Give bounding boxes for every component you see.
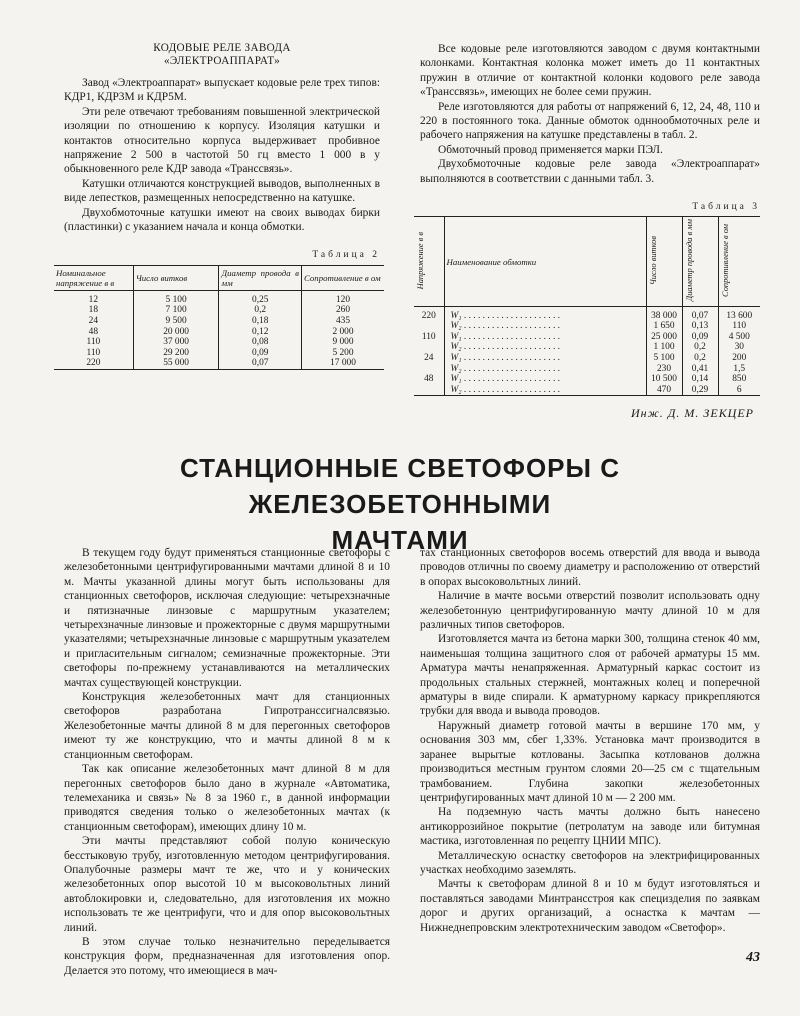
table-row (54, 327, 384, 338)
table-cell: 0,07 (219, 358, 302, 369)
paragraph: В этом случае только незначительно переделывается конструкция форм, предназначенная для изготовления опор. Делается это потому, что имеющиеся в мач- (64, 935, 390, 977)
table-cell: 110 (421, 331, 436, 342)
top-right-column (416, 42, 760, 421)
table-header (718, 217, 760, 306)
table-cell: 10 500 (646, 374, 682, 385)
table-row (414, 364, 760, 375)
table-cell: 0,13 (682, 321, 718, 332)
table-cell: 435 (301, 316, 384, 327)
table-row (414, 342, 760, 353)
article-headline (30, 450, 770, 558)
table-cell: 7 100 (133, 305, 219, 316)
table-cell: 0,07 (682, 306, 718, 321)
dot-leader: . . . . . . . . . . . . . . . . . . . . . (461, 321, 561, 332)
table-row (414, 374, 760, 385)
table-cell: 9 000 (301, 337, 384, 348)
section-title-line1: КОДОВЫЕ РЕЛЕ ЗАВОДА (153, 42, 291, 54)
paragraph: Катушки отличаются конструкцией выводов, выполненных в виде лепестков, размещенных непосредственно на катушке. (64, 177, 380, 205)
dot-leader: . . . . . . . . . . . . . . . . . . . . . (461, 374, 561, 385)
section-title (64, 42, 380, 68)
dot-leader: . . . . . . . . . . . . . . . . . . . . . (461, 331, 561, 342)
dot-leader: . . . . . . . . . . . . . . . . . . . . . (461, 363, 561, 374)
table-row (54, 290, 384, 305)
paragraph: Изготовляется мачта из бетона марки 300, толщина стенок 40 мм, наименьшая толщина защитного слоя от рабочей арматуры 15 мм. Арматура мачты ненапряженная. Арматурный каркас состоит из продольных стальных стержней, монтажных колец и поперечной арматуры в виде спирали. К арматурному каркасу прикрепляются трубки для ввода и вывода проводов. (420, 633, 760, 718)
author-signature: Инж. Д. М. ЗЕКЦЕР (631, 406, 754, 421)
paragraph: Двухобмоточные катушки имеют на своих выводах бирки (пластинки) с указанием начала и конца обмотки. (64, 206, 380, 234)
paragraph: В текущем году будут применяться станционные светофоры с железобетонными центрифугированными мачтами длиной 8 и 10 м. Мачты указанной длины могут быть использованы для станционных светофоров, исключая следующие: четырехзначные и пятизначные линзовые с маршрутным указателем; четырехзначные линзовые и прожекторные с двумя маршрутными указателями; четырехзначные линзовые с маршрутным указателем и пригласительным сигналом; семизначные прожекторные. Эти светофоры по-прежнему устанавливаются на металлических мачтах существующей конструкции. (64, 547, 390, 689)
table-cell: 5 100 (133, 290, 219, 305)
table-cell: 4 500 (718, 332, 760, 343)
top-left-column (56, 42, 381, 370)
table-row (414, 306, 760, 321)
table-cell: 200 (718, 353, 760, 364)
table-cell: 1 100 (646, 342, 682, 353)
table-row (54, 305, 384, 316)
dot-leader: . . . . . . . . . . . . . . . . . . . . . (461, 310, 561, 321)
table-cell: 120 (301, 290, 384, 305)
table-3 (414, 216, 760, 396)
paragraph: Эти мачты представляют собой полую коническую бесстыковую трубу, изготовленную методом центрифугирования. Опалубочные размеры мачт те же, что и у конических железобетонных опор высотой 10 м высоковольтных линий автоблокировки и, следовательно, для изготовления их можно использовать те же центрифуги, что и для опор высоковольтных линий. (64, 835, 390, 934)
table-cell: 12 (88, 294, 99, 305)
table-cell: 850 (718, 374, 760, 385)
table-cell: 17 000 (301, 358, 384, 369)
table-cell: W₂ . . . . . . . . . . . . . . . . . . . . . (444, 385, 646, 396)
paragraph: Завод «Электроаппарат» выпускает кодовые реле трех типов: КДР1, КДР3М и КДР5М. (64, 77, 380, 104)
dot-leader: . . . . . . . . . . . . . . . . . . . . . (461, 384, 561, 395)
table-cell: 0,41 (682, 364, 718, 375)
dot-leader: . . . . . . . . . . . . . . . . . . . . . (461, 352, 561, 363)
section-title-line2: «ЭЛЕКТРОАППАРАТ» (163, 55, 280, 67)
table-cell: 0,2 (682, 342, 718, 353)
table-cell (414, 385, 444, 396)
table-header-text: Число витков (648, 236, 658, 286)
table-cell: 110 (86, 347, 101, 358)
table-cell: 230 (646, 364, 682, 375)
table-cell: 220 (421, 310, 436, 321)
paragraph: Двухобмоточные кодовые реле завода «Электроаппарат» выполняются в соответствии с данными табл. 3. (420, 158, 760, 185)
table-cell: 5 200 (301, 348, 384, 359)
table-cell: 6 (718, 385, 760, 396)
table-cell: 1 650 (646, 321, 682, 332)
table-row (54, 348, 384, 359)
paragraph: Реле изготовляются для работы от напряжений 6, 12, 24, 48, 110 и 220 в постоянного тока. Данные обмоток одннообмоточных реле и рабочего напряжения на катушке представлены в табл. 2. (420, 100, 760, 142)
table-header: Наименование обмотки (444, 217, 646, 306)
table-row (414, 353, 760, 364)
table-row (414, 332, 760, 343)
table-cell: 5 100 (646, 353, 682, 364)
paragraph: Наружный диаметр готовой мачты в вершине 170 мм, у основания 303 мм, сбег 1,33%. Установка мачт производится в заранее вырытые котлованы. Засыпка котлованов должна производиться местным грунтом слоями 20—25 см с тщательным трамбованием. Глубина закопки железобетонных центрифугированных мачт длиной 10 м — 2 200 мм. (420, 719, 760, 804)
table-header: Сопротивление в ом (301, 265, 384, 290)
table-cell: 55 000 (133, 358, 219, 369)
table-cell: 0,09 (682, 332, 718, 343)
table-cell (414, 321, 444, 332)
paragraph: тах станционных светофоров восемь отверстий для ввода и вывода проводов отличны по своему диаметру и расположению от отверстий в опорах высоковольтных линий. (420, 547, 760, 588)
table-cell: 0,29 (682, 385, 718, 396)
table-cell: 2 000 (301, 327, 384, 338)
table-row (54, 337, 384, 348)
table-header (682, 217, 718, 306)
headline-line2: МАЧТАМИ (331, 525, 469, 555)
table-2 (54, 265, 384, 370)
paragraph: Обмоточный провод применяется марки ПЭЛ. (438, 143, 663, 156)
table-cell: 25 000 (646, 332, 682, 343)
table-cell: 0,12 (219, 327, 302, 338)
table-cell: W₁ . . . . . . . . . . . . . . . . . . . . . (444, 374, 646, 385)
table-header: Номинальное напряжение в в (54, 265, 133, 290)
paragraph: Эти реле отвечают требованиям повышенной электрической изоляции по отношению к корпусу. Изоляция катушки и контактов относительно корпуса выдерживает пробивное напряжение 2 500 в частотой 50 гц вместо 1 000 в у обыкновенного реле КДР завода «Трансcвязь». (64, 105, 380, 176)
table-caption: Таблица 3 (692, 202, 760, 213)
table-cell: W₁ . . . . . . . . . . . . . . . . . . . . . (444, 306, 646, 321)
table-cell: 48 (424, 374, 434, 385)
paragraph: Мачты к светофорам длиной 8 и 10 м будут изготовляться и поставляться заводами Минтрансстроя как специзделия по заявкам дорог и других организаций, а оснастка к мачтам — Нижнеднепровским электротехническим заводом «Светофор». (420, 878, 760, 934)
paragraph: Металлическую оснастку светофоров на электрифицированных участках необходимо заземлять. (420, 849, 760, 876)
paragraph: Так как описание железобетонных мачт длиной 8 м для перегонных светофоров было дано в журнале «Автоматика, телемеханика и связь» № 8 за 1960 г., в данной информации приводятся сведения только о железобетонных мачтах (к станционным светофорам), имеющих длину 10 м. (64, 763, 390, 833)
paragraph: На подземную часть мачты должно быть нанесено антикоррозийное покрытие (петролатум на заводе или битумная мастика, изготовленная по рецепту ЦНИИ МПС). (420, 806, 760, 848)
table-header: Число витков (133, 265, 219, 290)
table-cell: 24 (424, 352, 434, 363)
dot-leader: . . . . . . . . . . . . . . . . . . . . . (461, 342, 561, 353)
table-cell: 24 (88, 316, 99, 327)
table-cell: 1,5 (718, 364, 760, 375)
table-cell: W₂ . . . . . . . . . . . . . . . . . . . . . (444, 364, 646, 375)
table-cell: 37 000 (133, 337, 219, 348)
paragraph: Конструкция железобетонных мачт для станционных светофоров разработана Гипротранссигналсвязью. Железобетонные мачты длиной 8 м для перегонных светофоров имеют ту же конструкцию, что и мачты длиной 8 м к станционным светофорам. (64, 691, 390, 761)
table-cell: 0,14 (682, 374, 718, 385)
table-cell: 48 (88, 326, 99, 337)
table-header-text: Напряжение в в (416, 231, 425, 290)
table-cell: 29 200 (133, 348, 219, 359)
article-right-column (420, 546, 760, 935)
table-header: Диаметр провода в мм (219, 265, 302, 290)
table-cell: 0,09 (219, 348, 302, 359)
paragraph: Наличие в мачте восьми отверстий позволит использовать одну железобетонную центрифугированную мачту длиной 10 м для различных типов светофоров. (420, 590, 760, 632)
table-cell: 9 500 (133, 316, 219, 327)
table-cell: 0,18 (219, 316, 302, 327)
table-cell: W₂ . . . . . . . . . . . . . . . . . . . . . (444, 321, 646, 332)
table-cell: 20 000 (133, 327, 219, 338)
table-cell: 13 600 (718, 306, 760, 321)
table-row (414, 385, 760, 396)
table-header-text: Диаметр провода в мм (684, 219, 694, 302)
headline-line1: СТАНЦИОННЫЕ СВЕТОФОРЫ С ЖЕЛЕЗОБЕТОННЫМИ (180, 453, 620, 519)
page-number: 43 (746, 950, 760, 965)
table-cell: 110 (86, 337, 101, 348)
table-row (54, 358, 384, 369)
table-cell: 0,25 (219, 290, 302, 305)
table-cell: 110 (718, 321, 760, 332)
article-left-column (64, 546, 390, 978)
table-cell (414, 342, 444, 353)
table-cell: 0,08 (219, 337, 302, 348)
table-cell: W₁ . . . . . . . . . . . . . . . . . . . . . (444, 332, 646, 343)
table-cell: W₂ . . . . . . . . . . . . . . . . . . . . . (444, 342, 646, 353)
table-cell: 38 000 (646, 306, 682, 321)
table-header (414, 217, 444, 306)
table-cell: 470 (646, 385, 682, 396)
table-header (646, 217, 682, 306)
table-row (54, 316, 384, 327)
table-caption: Таблица 2 (312, 250, 380, 261)
table-row (414, 321, 760, 332)
table-cell: 18 (88, 305, 99, 316)
table-cell: 260 (301, 305, 384, 316)
table-cell: W₁ . . . . . . . . . . . . . . . . . . . . . (444, 353, 646, 364)
table-cell: 30 (718, 342, 760, 353)
table-header-text: Сопротивление в ом (720, 224, 730, 297)
table-cell: 0,2 (219, 305, 302, 316)
paragraph: Все кодовые реле изготовляются заводом с двумя контактными колонками. Контактная колонка может иметь до 11 контактных пружин в отличие от контактной колонки кодового реле завода «Трансcвязь», имеющих не более семи пружин. (420, 43, 760, 99)
table-cell (414, 364, 444, 375)
table-cell: 0,2 (682, 353, 718, 364)
table-cell: 220 (54, 358, 133, 369)
